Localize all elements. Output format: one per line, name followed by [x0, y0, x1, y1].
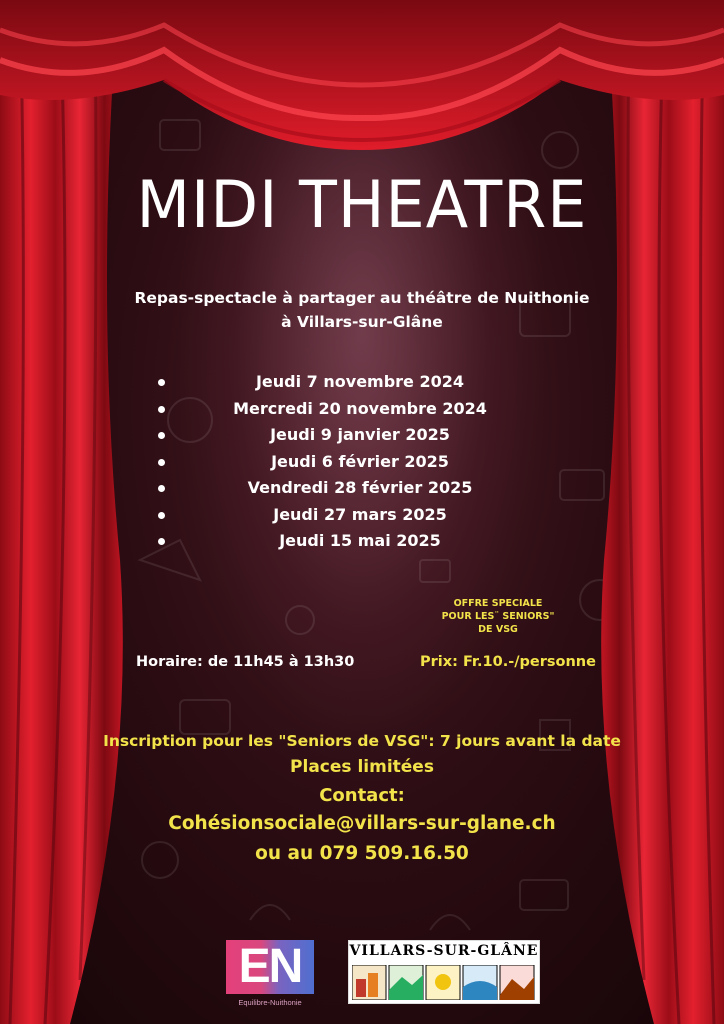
- offer-line: POUR LES¨ SENIORS": [441, 611, 555, 622]
- limited-places-text: Places limitées: [290, 757, 434, 777]
- villars-sur-glane-logo: [348, 940, 540, 1004]
- subtitle-line: Repas-spectacle à partager au théâtre de Nuithonie: [134, 289, 590, 307]
- date-text: Mercredi 20 novembre 2024: [233, 398, 487, 418]
- contact-email: Cohésionsociale@villars-sur-glane.ch: [168, 813, 556, 834]
- list-item: [150, 423, 570, 450]
- signup-text: Inscription pour les "Seniors de VSG": 7 jours avant la date: [103, 732, 621, 750]
- offer-line: OFFRE SPECIALE: [453, 598, 543, 609]
- contact-label: Contact:: [319, 785, 405, 806]
- logo-text: VILLARS-SUR-GLÂNE: [349, 943, 539, 959]
- list-item: [150, 476, 570, 503]
- subtitle-line: à Villars-sur-Glâne: [281, 313, 443, 331]
- curtain-valance: [0, 0, 724, 160]
- date-text: Jeudi 6 février 2025: [271, 451, 449, 471]
- date-text: Jeudi 7 novembre 2024: [255, 372, 465, 391]
- list-item: [150, 397, 570, 424]
- schedule-text: Horaire: de 11h45 à 13h30: [136, 654, 355, 670]
- offer-line: DE VSG: [478, 624, 518, 635]
- date-text: Jeudi 9 janvier 2025: [270, 425, 450, 444]
- date-text: Jeudi 15 mai 2025: [279, 531, 441, 550]
- date-list: [150, 370, 570, 556]
- equilibre-nuithonie-logo: [224, 940, 316, 1010]
- subtitle: [100, 286, 624, 334]
- date-text: Vendredi 28 février 2025: [247, 478, 473, 497]
- special-offer: [418, 597, 578, 636]
- logo-letters: EN: [226, 940, 314, 994]
- date-text: Jeudi 27 mars 2025: [273, 504, 447, 524]
- list-item: [150, 529, 570, 556]
- logo-illustration: [352, 965, 536, 1000]
- price-text: Prix: Fr.10.-/personne: [420, 654, 596, 670]
- list-item: [150, 450, 570, 477]
- contact-phone: ou au 079 509.16.50: [255, 843, 469, 864]
- list-item: [150, 503, 570, 530]
- logo-caption: Equilibre-Nuithonie: [238, 998, 302, 1007]
- page-title: MIDI THEATRE: [136, 166, 588, 243]
- list-item: [150, 370, 570, 397]
